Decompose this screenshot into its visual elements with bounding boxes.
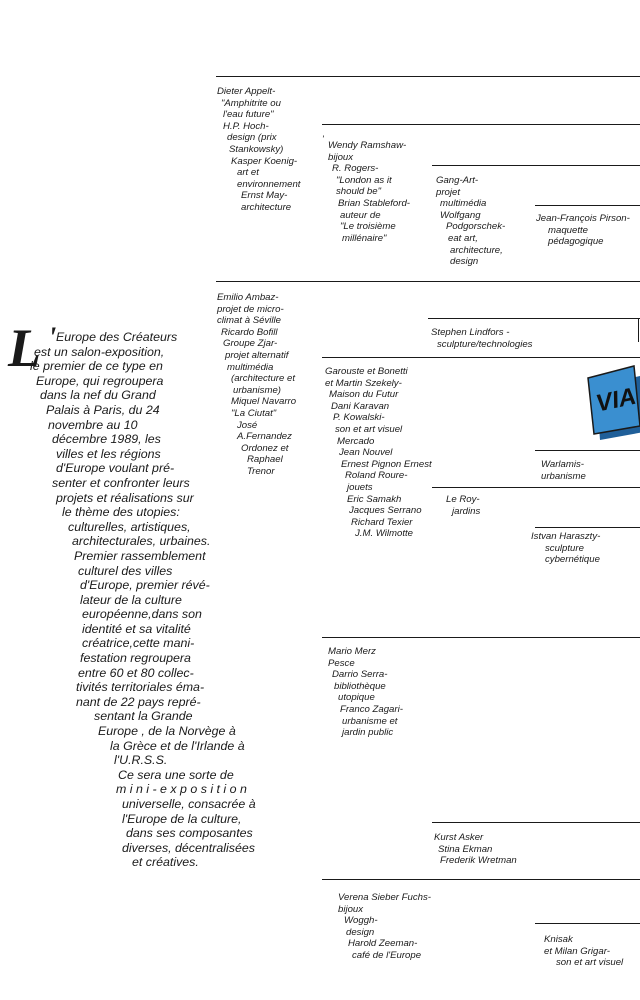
entry-line: Emilio Ambaz- <box>217 292 279 303</box>
entry-line: Warlamis- <box>541 459 584 470</box>
entry-line: (architecture et <box>231 373 295 385</box>
entry-line: son et art visuel <box>335 423 403 435</box>
entry-line: Miquel Navarro <box>231 396 297 408</box>
entry-line: Wolfgang <box>440 209 481 221</box>
intro-line: lateur de la culture <box>80 592 182 607</box>
entry-line: et Martin Szekely- <box>325 377 402 389</box>
rule-ambaz <box>216 281 640 282</box>
entry-line: A.Fernandez <box>237 431 292 443</box>
entry-line: sculpture <box>545 542 584 554</box>
entry-line: projet de micro- <box>217 303 284 315</box>
entry-line: climat à Séville <box>217 315 281 327</box>
entry-line: Franco Zagari- <box>340 703 403 715</box>
entry-line: Raphael <box>247 454 283 466</box>
rule-top <box>216 76 640 77</box>
entry-line: Dieter Appelt- <box>217 86 276 97</box>
entry-line: Mario Merz <box>328 646 376 657</box>
tick-mark: ' <box>322 134 324 144</box>
intro-line: entre 60 et 80 collec- <box>78 665 194 680</box>
entry-line: Stankowsky) <box>229 143 284 155</box>
rule-fuchs <box>322 879 640 880</box>
entry-line: Eric Samakh <box>347 493 402 505</box>
intro-line: Europe des Créateurs <box>56 330 178 344</box>
intro-line: l'U.R.S.S. <box>114 753 168 768</box>
entry-line: "La Ciutat" <box>231 407 277 419</box>
entry-line: jouets <box>347 481 373 493</box>
rule-ramshaw <box>322 124 640 125</box>
intro-line: Premier rassemblement <box>74 548 206 563</box>
entry-line: Roland Roure- <box>345 470 408 482</box>
entry-line: projet alternatif <box>225 349 289 361</box>
block-asker <box>434 832 517 867</box>
entry-line: should be" <box>336 186 382 198</box>
entry-line: Mercado <box>337 435 375 447</box>
entry-line: bijoux <box>338 903 364 915</box>
rule-merz <box>322 637 640 638</box>
intro-line: projets et réalisations sur <box>56 490 194 505</box>
entry-line: Verena Sieber Fuchs- <box>338 892 431 903</box>
intro-line: la Grèce et de l'Irlande à <box>110 738 245 753</box>
entry-line: Gang-Art- <box>436 175 479 186</box>
entry-line: et Milan Grigar- <box>544 945 610 957</box>
intro-line: universelle, consacrée à <box>122 797 256 811</box>
entry-line: J.M. Wilmotte <box>355 528 414 540</box>
entry-line: "Amphitrite ou <box>221 97 281 109</box>
entry-line: design <box>346 926 375 938</box>
block-gangart <box>436 175 505 268</box>
entry-line: Dani Karavan <box>331 400 390 412</box>
block-merz <box>328 646 403 739</box>
entry-line: Jean-François Pirson- <box>536 213 630 224</box>
entry-line: Stephen Lindfors - <box>431 327 510 338</box>
entry-line: Ricardo Bofill <box>221 326 278 338</box>
intro-line: est un salon-exposition, <box>34 344 165 359</box>
intro-line: et créatives. <box>132 855 199 870</box>
entry-line: urbanisme) <box>233 384 281 396</box>
entry-line: café de l'Europe <box>352 949 422 961</box>
intro-line: créatrice,cette mani- <box>82 636 195 651</box>
entry-line: multimédia <box>440 198 487 210</box>
entry-line: son et art visuel <box>556 957 624 969</box>
intro-line: Europe , de la Norvège à <box>98 724 236 739</box>
entry-line: multimédia <box>227 361 274 373</box>
entry-line: Brian Stableford- <box>338 197 410 209</box>
intro-line: Palais à Paris, du 24 <box>46 402 160 417</box>
intro-line: festation regroupera <box>80 651 191 666</box>
intro-line: dans la nef du Grand <box>40 388 156 403</box>
block-haraszty <box>531 531 600 566</box>
intro-line: identité et sa vitalité <box>82 621 191 636</box>
entry-line: Pesce <box>328 657 355 669</box>
block-fuchs <box>338 892 431 962</box>
entry-line: design <box>450 256 479 268</box>
intro-line: m i n i - e x p o s i t i o n <box>116 782 247 797</box>
intro-line: architecturales, urbaines. <box>72 534 211 549</box>
entry-line: utopique <box>338 692 375 704</box>
entry-line: Maison du Futur <box>329 389 399 401</box>
entry-line: art et <box>237 167 259 179</box>
entry-line: sculpture/technologies <box>437 338 533 350</box>
intro-line: le thème des utopies: <box>62 505 180 520</box>
intro-line: diverses, décentralisées <box>122 840 255 855</box>
entry-line: Jean Nouvel <box>339 447 393 459</box>
intro-line: dans ses composantes <box>126 826 253 841</box>
entry-line: Trenor <box>247 465 275 477</box>
rule-knisak <box>535 923 640 924</box>
edge-mark-1 <box>638 318 639 342</box>
block-roy <box>446 494 480 517</box>
entry-line: Ordonez et <box>241 442 289 454</box>
intro-line: novembre au 10 <box>48 417 138 432</box>
entry-line: Frederik Wretman <box>440 855 517 867</box>
entry-line: R. Rogers- <box>332 163 379 175</box>
entry-line: Richard Texier <box>351 516 413 528</box>
block-ramshaw <box>328 140 410 244</box>
intro-line: l'Europe de la culture, <box>122 811 242 826</box>
entry-line: cybernétique <box>545 554 600 566</box>
intro-line: tivités territoriales éma- <box>76 680 205 695</box>
rule-haraszty <box>535 527 640 528</box>
entry-line: Jacques Serrano <box>349 505 422 517</box>
intro-line: sentant la Grande <box>94 709 193 724</box>
intro-line: nant de 22 pays repré- <box>76 694 201 709</box>
entry-line: Wendy Ramshaw- <box>328 140 407 151</box>
entry-line: P. Kowalski- <box>333 412 385 424</box>
rule-pirson <box>535 205 640 206</box>
intro-line: senter et confronter leurs <box>52 475 190 490</box>
entry-line: design (prix <box>227 132 277 144</box>
entry-line: Garouste et Bonetti <box>325 366 408 377</box>
intro-line: d'Europe, premier révé- <box>80 578 210 593</box>
entry-line: Knisak <box>544 934 573 945</box>
dropcap-apostrophe: ' <box>48 321 57 354</box>
intro-line: Europe, qui regroupera <box>36 373 164 388</box>
entry-line: Le Roy- <box>446 494 480 505</box>
rule-roy <box>432 487 640 488</box>
entry-line: Podgorschek- <box>446 221 506 233</box>
entry-line: urbanisme et <box>342 715 398 727</box>
entry-line: bijoux <box>328 151 354 163</box>
intro-line: culturelles, artistiques, <box>68 519 191 534</box>
entry-line: Stina Ekman <box>438 843 493 855</box>
entry-line: Kurst Asker <box>434 832 484 843</box>
entry-line: Kasper Koenig- <box>231 155 298 167</box>
rule-gangart <box>432 165 640 166</box>
intro-line: culturel des villes <box>78 563 173 578</box>
entry-line: architecture <box>241 201 292 213</box>
dropcap-letter: L <box>8 318 41 378</box>
entry-line: millénaire" <box>342 232 387 244</box>
entry-line: eat art, <box>448 232 478 244</box>
entry-line: urbanisme <box>541 470 586 482</box>
entry-line: "London as it <box>336 174 392 186</box>
block-appelt <box>217 86 300 214</box>
via-logo <box>586 352 640 442</box>
entry-line: auteur de <box>340 209 381 221</box>
entry-line: maquette <box>548 224 589 236</box>
block-knisak <box>544 934 623 969</box>
rule-lindfors <box>428 318 640 319</box>
entry-line: pédagogique <box>548 236 604 248</box>
intro-line: européenne,dans son <box>82 607 202 622</box>
entry-line: jardins <box>452 505 481 517</box>
entry-line: Groupe Zjar- <box>223 338 278 350</box>
entry-line: Ernst May- <box>241 190 288 202</box>
intro-line: le premier de ce type en <box>30 359 163 374</box>
block-garouste <box>325 366 432 540</box>
entry-line: Darrio Serra- <box>332 669 388 681</box>
entry-line: jardin public <box>342 727 394 739</box>
entry-line: H.P. Hoch- <box>223 120 269 132</box>
entry-line: "Le troisième <box>340 221 396 233</box>
block-warlamis <box>541 459 586 482</box>
entry-line: José <box>237 419 258 431</box>
entry-line: environnement <box>237 178 301 190</box>
entry-line: bibliothèque <box>334 680 386 692</box>
entry-line: l'eau future" <box>223 109 274 121</box>
block-pirson <box>536 213 630 248</box>
block-lindfors <box>431 327 532 350</box>
intro-line: d'Europe voulant pré- <box>56 461 175 476</box>
intro-line: villes et les régions <box>56 446 161 461</box>
intro-line: décembre 1989, les <box>52 432 161 447</box>
entry-line: Woggh- <box>344 915 378 927</box>
entry-line: Ernest Pignon Ernest <box>341 458 432 470</box>
via-logo-text: VIA <box>593 382 639 418</box>
rule-warlamis <box>535 450 640 451</box>
entry-line: Harold Zeeman- <box>348 938 418 950</box>
rule-asker <box>432 822 640 823</box>
entry-line: architecture, <box>450 244 503 256</box>
entry-line: Istvan Haraszty- <box>531 531 601 542</box>
intro-line: Ce sera une sorte de <box>118 767 234 782</box>
block-ambaz <box>217 292 296 478</box>
entry-line: projet <box>436 186 460 198</box>
